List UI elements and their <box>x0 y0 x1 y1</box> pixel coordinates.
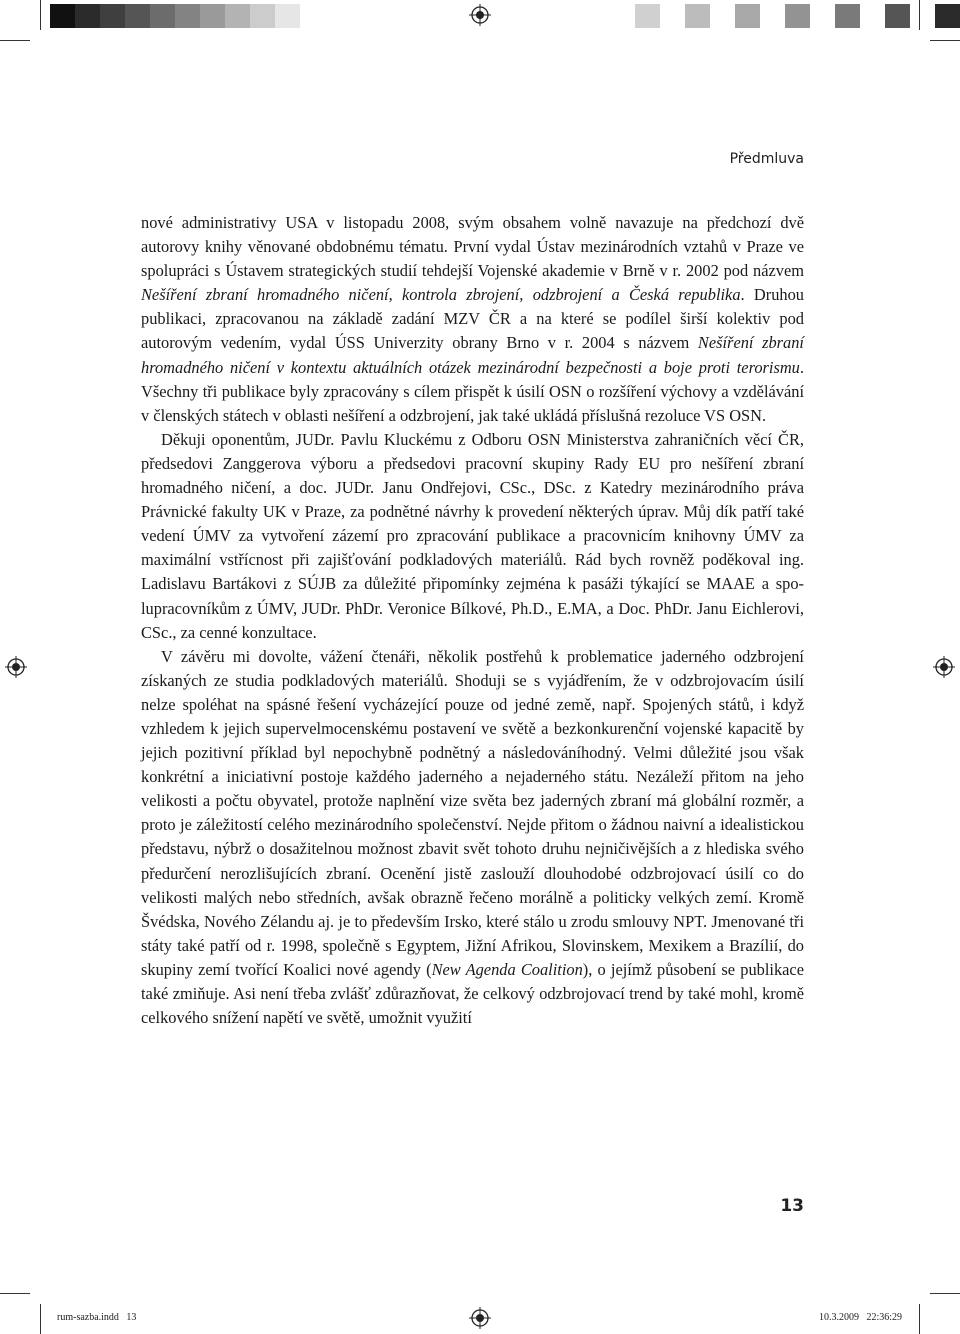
italic-title: Nešíření zbraní hromadného ničení v kontextu aktuálních otázek mezinárodní bezpečnosti a boje proti terorismu <box>141 333 804 377</box>
gray-scale-swatch <box>635 4 660 28</box>
gray-scale-swatch <box>910 4 935 28</box>
gray-scale-swatch <box>275 4 300 28</box>
gray-scale-swatch <box>785 4 810 28</box>
gray-scale-swatch <box>760 4 785 28</box>
registration-mark-top-icon <box>469 4 491 26</box>
gray-scale-swatch <box>250 4 275 28</box>
crop-mark <box>0 1293 30 1294</box>
page-number: 13 <box>780 1196 804 1216</box>
registration-mark-right-icon <box>933 656 955 678</box>
italic-title: New Agenda Coalition <box>431 959 583 979</box>
gray-scale-swatch <box>75 4 100 28</box>
gray-scale-swatch <box>50 4 75 28</box>
gray-scale-swatch <box>660 4 685 28</box>
slug-file-name: rum-sazba.indd 13 <box>57 1312 137 1323</box>
gray-scale-swatch <box>935 4 960 28</box>
gray-scale-swatch <box>860 4 885 28</box>
gray-scale-swatch <box>885 4 910 28</box>
slug-timestamp: 10.3.2009 22:36:29 <box>818 1312 902 1323</box>
gray-scale-swatch <box>125 4 150 28</box>
gray-scale-swatch <box>175 4 200 28</box>
crop-mark <box>919 1304 920 1334</box>
text-run: nové administrativy USA v listopadu 2008, svým obsahem volně navazuje na předchozí dvě autorovy knihy věnované obdobnému tématu. První vydal Ústav mezinárodních vztahů v Praze ve spolupráci s Ústavem strategických studií tehdejší Vojenské akademie v Brně v r. 2002 pod názvem <box>141 213 804 281</box>
text-run: . Druhou publikaci, zpracovanou na základě zadání MZV ČR a na které se podílel širší kolektiv pod autorovým vedením, vydal ÚSS Univerzity obrany Brno v r. 2004 s názvem <box>141 285 804 353</box>
text-run: ), o jejímž působení se publikace také zmiňuje. Asi není třeba zvlášť zdůrazňovat, že celkový odzbrojovací trend by také mohl, kromě celkového snížení napětí ve světě, umožnit využití <box>141 959 804 1028</box>
gray-scale-swatch <box>100 4 125 28</box>
text-run: . Všechny tři publikace byly zpracovány s cílem přispět k úsilí OSN o rozšíření výchovy a vzdělávání v členských státech v oblasti nešíření a odzbrojení, jak také ukládá příslušná rezoluce VS OSN. <box>141 357 804 425</box>
paragraph <box>141 428 804 645</box>
registration-mark-left-icon <box>5 656 27 678</box>
gray-scale-swatch <box>150 4 175 28</box>
crop-mark <box>919 0 920 30</box>
crop-mark <box>930 1293 960 1294</box>
text-run: V závěru mi dovolte, vážení čtenáři, několik postřehů k problematice jaderného odzbrojení získaných ze studia podkladových materiálů. Shoduji se s vyjádřením, že v odzbrojovacím úsilí nelze spoléhat na spásné řešení vycházející pouze od jedné země, např. Spojených států, i když vzhledem k jejich supervelmocenskému postavení ve světě a bezkonkurenční vojenské kapacitě by jejich pozitivní příklad byl nepochybně podnětný a následováníhodný. Velmi důležité jsou však konkrétní a iniciativní postoje každého jaderného a nejaderného státu. Nezáleží přitom na jeho velikosti a počtu obyvatel, protože naplnění vize světa bez jaderných zbraní má globální rozměr, a proto je záležitostí celého mezinárodního společenství. Nejde přitom o žádnou naivní a idealistickou představu, nýbrž o dosažitelnou možnost zbavit svět tohoto druhu nejničivějších a z hlediska svého předurčení nerozlišujících zbraní. Ocenění jistě zaslouží dlouhodobé odzbrojovací úsilí co do velikosti malých nebo středních, avšak obrazně řečeno morálně a politicky velkých zemí. Kromě Švédska, Nového Zélandu aj. je to především Irsko, které stálo u zrodu smlouvy NPT. Jmenované tři státy také patří od r. 1998, společně s Egyptem, Jižní Afrikou, Slovinskem, Mexikem a Brazílií, do skupiny zemí tvořící Koalici nové agendy ( <box>141 646 804 979</box>
gray-scale-swatch <box>835 4 860 28</box>
gray-scale-swatch <box>200 4 225 28</box>
body-text <box>141 211 804 1030</box>
crop-mark <box>40 1304 41 1334</box>
gray-scale-swatch <box>225 4 250 28</box>
registration-mark-bottom-icon <box>469 1307 491 1329</box>
crop-mark <box>930 40 960 41</box>
paragraph <box>141 645 804 1031</box>
gray-scale-swatch <box>710 4 735 28</box>
gray-scale-swatch <box>685 4 710 28</box>
crop-mark <box>40 0 41 30</box>
gray-scale-swatch <box>735 4 760 28</box>
gray-scale-bar-left <box>50 4 300 28</box>
italic-title: Nešíření zbraní hromadného ničení, kontrola zbrojení, odzbrojení a Česká republika <box>141 285 741 305</box>
gray-scale-bar-right <box>635 4 960 28</box>
crop-mark <box>0 40 30 41</box>
paragraph <box>141 211 804 428</box>
gray-scale-swatch <box>810 4 835 28</box>
running-head: Předmluva <box>729 151 804 167</box>
text-run: Děkuji oponentům, JUDr. Pavlu Kluckému z Odboru OSN Ministerstva zahraničních věcí ČR, předsedovi Zanggerova výboru a předsedovi pracovní skupiny Rady EU pro nešíření zbraní hromadného ničení, a doc. JUDr. Janu Ondřejovi, CSc., DSc. z Katedry mezinárodního práva Právnické fakulty UK v Praze, za podnětné návrhy k provedení některých úprav. Můj dík patří také vedení ÚMV za vytvoření zázemí pro zpracování publikace a pracovnicím knihovny ÚMV za maximální vstřícnost při zajišťování podkladových materiálů. Rád bych rovněž poděkoval ing. Ladislavu Bartákovi z SÚJB za důležité připomínky zejména k pasáži týkající se MAAE a spolupracovníkům z ÚMV, JUDr. PhDr. Veronice Bílkové, Ph.D., E.MA, a Doc. PhDr. Janu Eichlerovi, CSc., za cenné konzultace. <box>141 429 804 642</box>
